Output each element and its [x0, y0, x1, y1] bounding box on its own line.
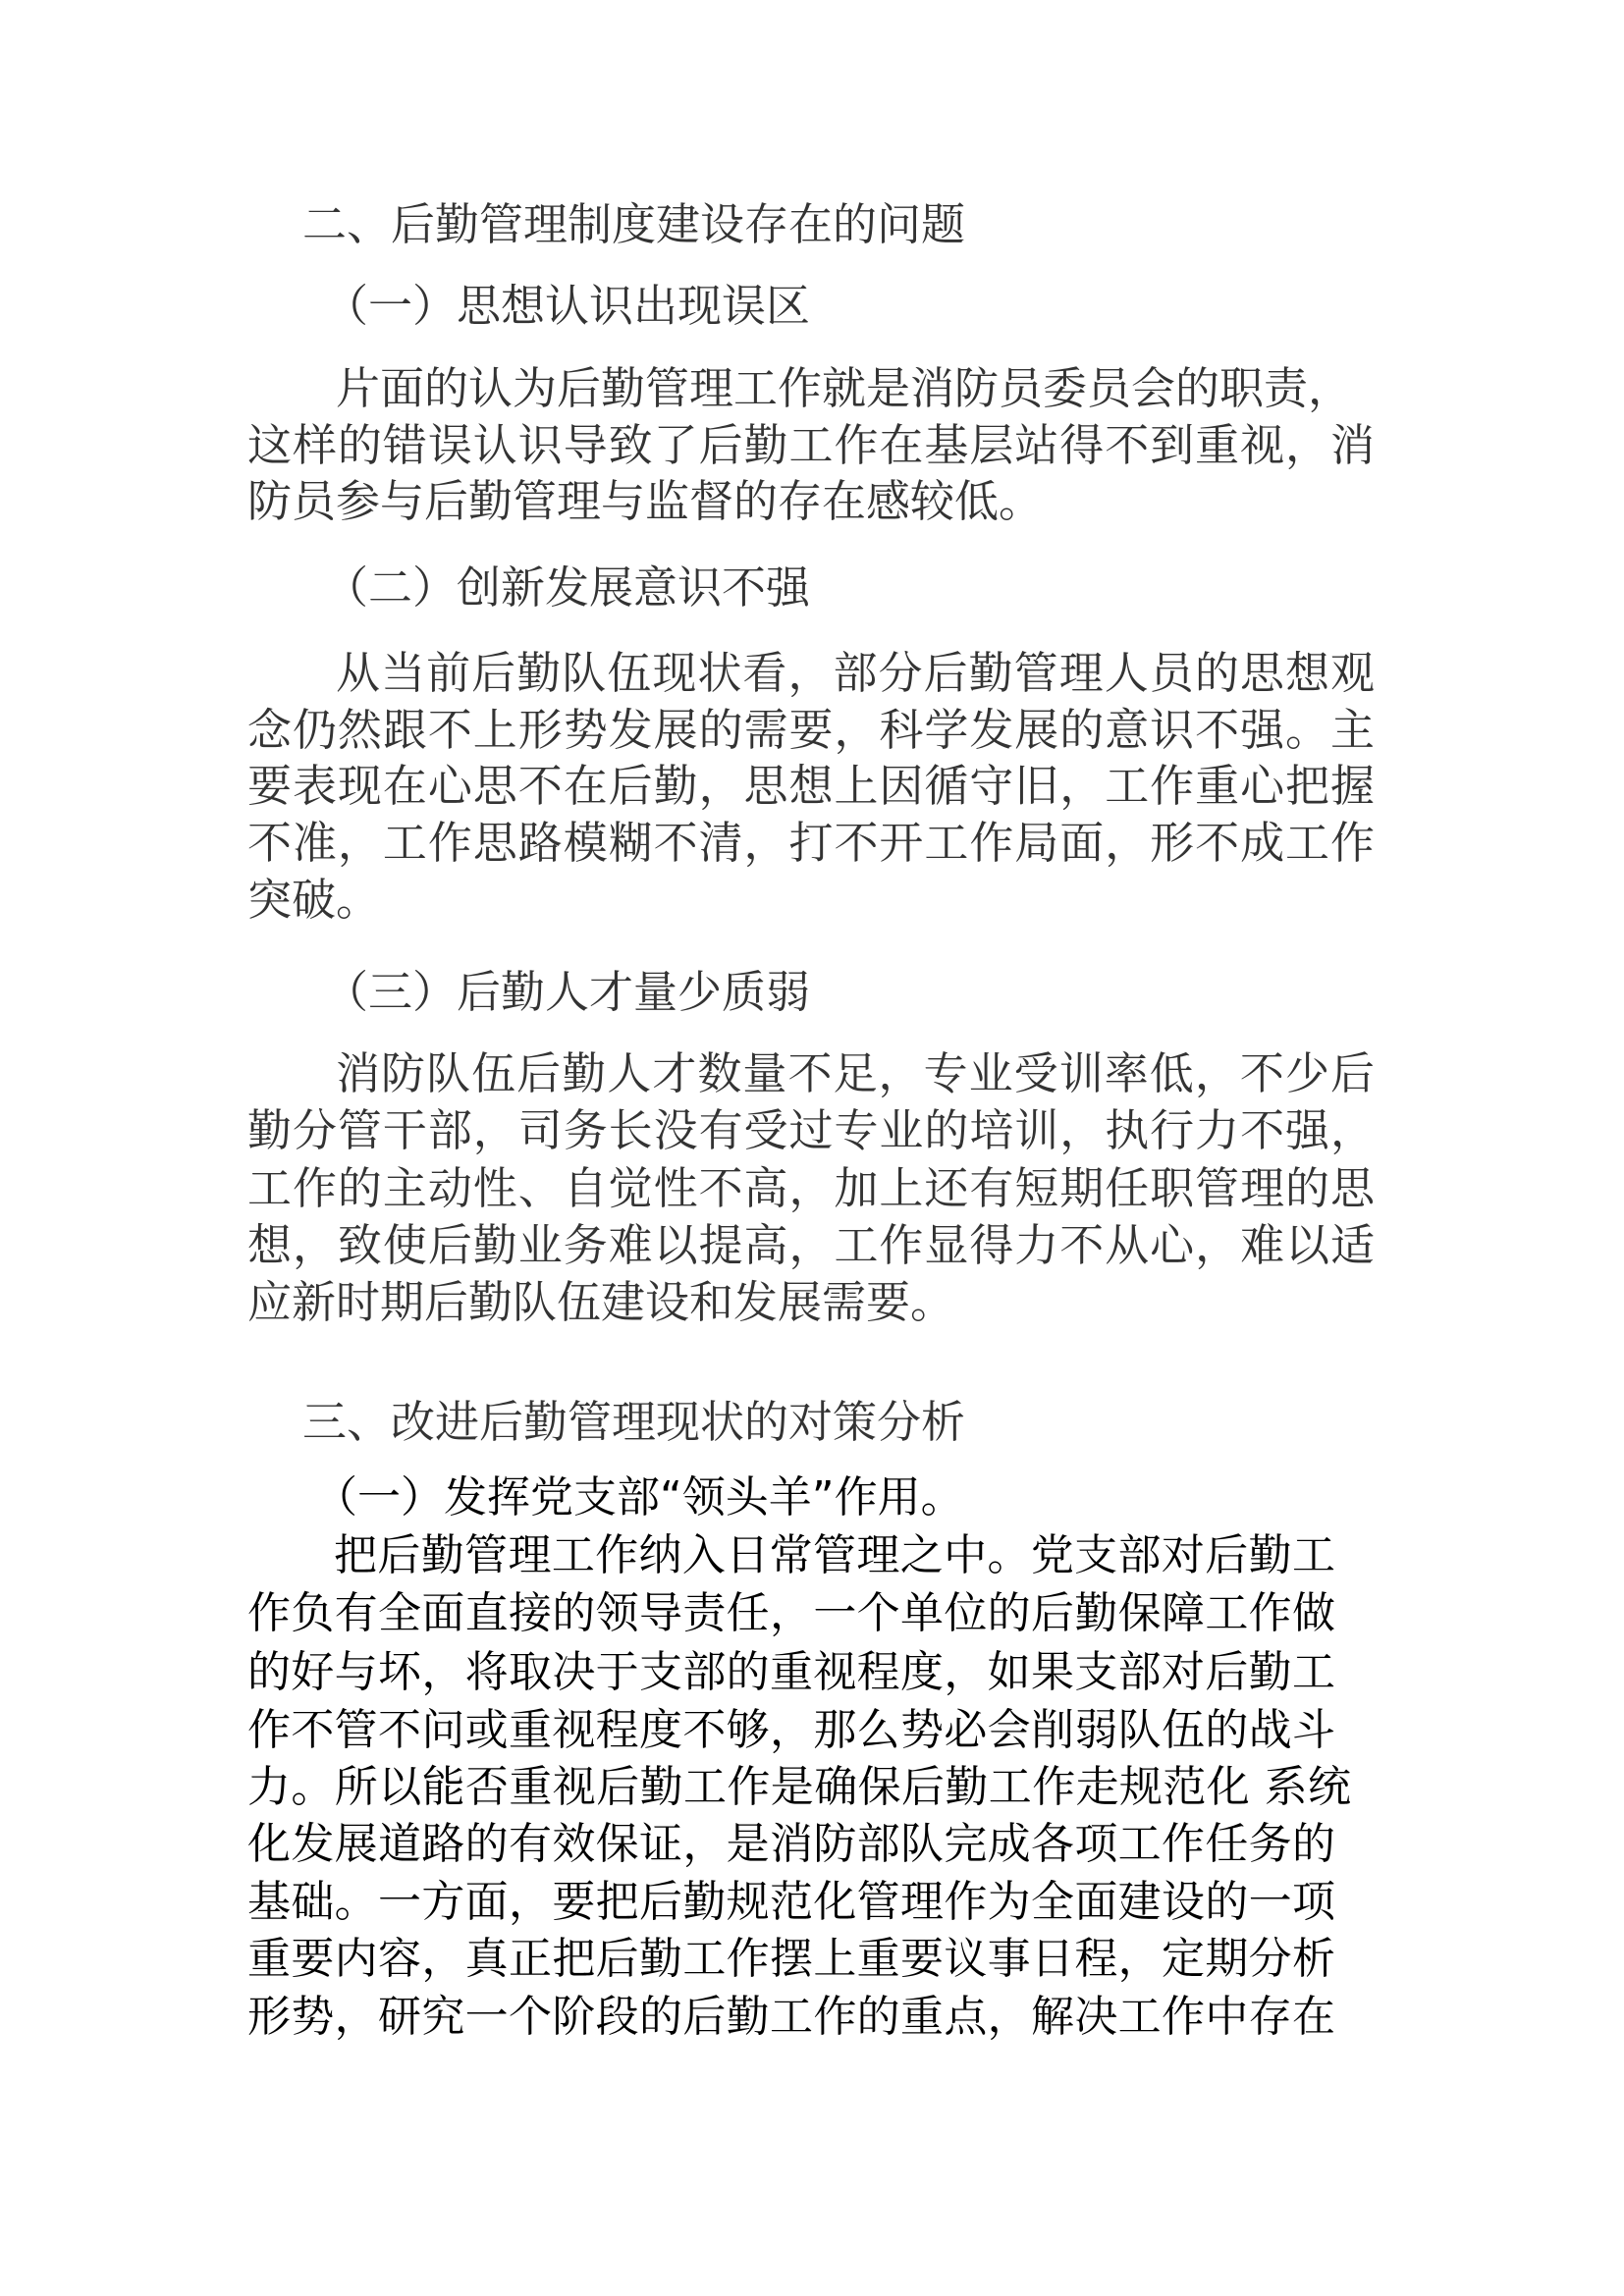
section-heading: 三、改进后勤管理现状的对策分析: [302, 1396, 966, 1448]
paragraph-line: 应新时期后勤队伍建设和发展需要。: [247, 1276, 955, 1328]
paragraph-line: 片面的认为后勤管理工作就是消防员委员会的职责，: [336, 362, 1353, 414]
paragraph-line: 作不管不问或重视程度不够，那么势必会削弱队伍的战斗: [247, 1705, 1335, 1755]
subsection-title: （二）创新发展意识不强: [324, 561, 811, 614]
paragraph-line: 作负有全面直接的领导责任，一个单位的后勤保障工作做: [247, 1588, 1335, 1638]
paragraph-line: 重要内容，真正把后勤工作摆上重要议事日程，定期分析: [247, 1934, 1335, 1984]
paragraph-line: 突破。: [247, 874, 381, 926]
paragraph-line: 勤分管干部，司务长没有受过专业的培训，执行力不强，: [247, 1104, 1375, 1156]
paragraph-line: 想，致使后勤业务难以提高，工作显得力不从心，难以适: [247, 1219, 1375, 1271]
paragraph-line: 从当前后勤队伍现状看，部分后勤管理人员的思想观: [336, 647, 1375, 699]
paragraph-line: 把后勤管理工作纳入日常管理之中。党支部对后勤工: [334, 1530, 1335, 1580]
paragraph-line: 工作的主动性、自觉性不高，加上还有短期任职管理的思: [247, 1162, 1375, 1214]
paragraph-line: 的好与坏，将取决于支部的重视程度，如果支部对后勤工: [247, 1647, 1335, 1697]
subsection-title: （三）后勤人才量少质弱: [324, 966, 811, 1018]
section-heading: 二、后勤管理制度建设存在的问题: [302, 198, 966, 250]
paragraph-line: 基础。一方面，要把后勤规范化管理作为全面建设的一项: [247, 1877, 1335, 1927]
paragraph-line: 形势，研究一个阶段的后勤工作的重点，解决工作中存在: [247, 1992, 1335, 2042]
subsection-title: （一）发挥党支部“领头羊”作用。: [314, 1472, 964, 1522]
paragraph-line: 化发展道路的有效保证，是消防部队完成各项工作任务的: [247, 1819, 1335, 1869]
paragraph-line: 消防队伍后勤人才数量不足，专业受训率低，不少后: [336, 1047, 1375, 1099]
paragraph-line: 防员参与后勤管理与监督的存在感较低。: [247, 475, 1044, 527]
paragraph-line: 不准，工作思路模糊不清，打不开工作局面，形不成工作: [247, 817, 1375, 869]
subsection-title: （一）思想认识出现误区: [324, 280, 811, 332]
paragraph-line: 力。所以能否重视后勤工作是确保后勤工作走规范化 系统: [247, 1762, 1351, 1812]
paragraph-line: 念仍然跟不上形势发展的需要，科学发展的意识不强。主: [247, 704, 1375, 756]
paragraph-line: 要表现在心思不在后勤，思想上因循守旧，工作重心把握: [247, 760, 1375, 812]
paragraph-line: 这样的错误认识导致了后勤工作在基层站得不到重视，消: [247, 419, 1375, 471]
